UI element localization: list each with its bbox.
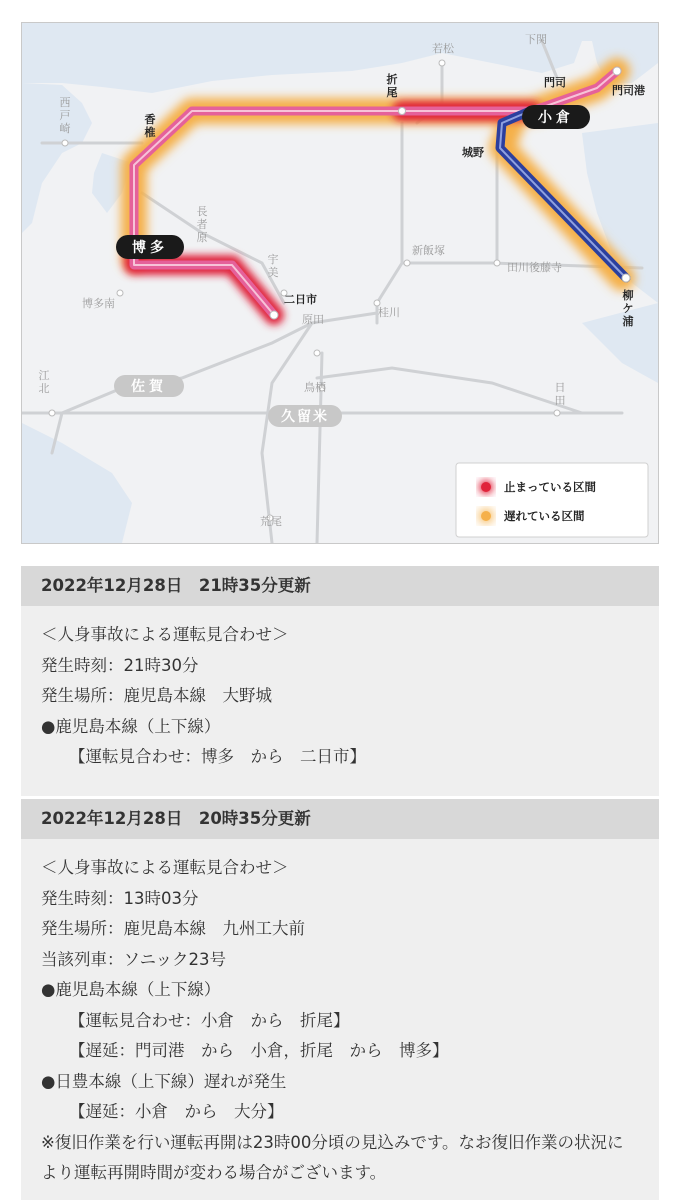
station-char: 椎 (144, 126, 156, 139)
station-haruda: 原田 (302, 313, 324, 326)
station-arao: 荒尾 (260, 515, 282, 528)
map-legend (456, 463, 648, 537)
notice-body (21, 606, 659, 773)
notice-line: ※復旧作業を行い運転再開は23時00分頃の見込みです。なお復旧作業の状況により運転再開時間が変わる場合がございます。 (41, 1132, 624, 1182)
notice-line: 発生場所：鹿児島本線 九州工大前 (41, 919, 305, 938)
station-hita (555, 381, 566, 407)
notice-line: 発生時刻：21時30分 (41, 655, 199, 675)
notice-header: 2022年12月28日 21時35分更新 (21, 566, 659, 606)
notice-line: 発生場所：鹿児島本線 大野城 (41, 686, 272, 705)
station-char: 西 (59, 96, 71, 109)
station-char: 柳 (622, 289, 634, 302)
station-tagawagotoji: 田川後藤寺 (507, 261, 562, 274)
legend-stopped: 止まっている区間 (504, 480, 596, 494)
notice-line: ●日豊本線（上下線）遅れが発生 (41, 1071, 287, 1091)
station-char: ケ (622, 302, 634, 315)
notice-line: 発生時刻：13時03分 (41, 888, 199, 908)
station-hakata: 博多 (132, 240, 168, 256)
station-char: 日 (554, 381, 566, 394)
notice-card (21, 566, 659, 796)
station-keisen: 桂川 (378, 306, 400, 319)
notice-line: 【遅延：小倉 から 大分】 (69, 1102, 284, 1121)
station-orio (386, 72, 398, 99)
notice-line: ●鹿児島本線（上下線） (41, 980, 221, 999)
station-char: 宇 (267, 253, 279, 266)
station-saga: 佐賀 (131, 379, 167, 395)
station-char: 田 (554, 394, 566, 407)
station-yanagigaura (623, 288, 634, 328)
station-char: 長 (196, 205, 208, 218)
station-char: 尾 (386, 86, 398, 99)
route-map-svg (22, 23, 658, 543)
station-shiniizuka: 新飯塚 (412, 244, 445, 257)
station-hakataminami: 博多南 (82, 297, 115, 310)
route-map (21, 22, 659, 544)
station-tosu: 鳥栖 (304, 381, 326, 394)
station-char: 江 (38, 369, 50, 382)
station-char: 原 (196, 231, 208, 244)
station-char: 崎 (59, 122, 71, 135)
stopped-glow (134, 111, 532, 315)
station-char: 者 (196, 218, 208, 231)
notice-line: 当該列車：ソニック23号 (41, 949, 227, 969)
station-jono: 城野 (462, 146, 484, 159)
notice-line: 【運転見合わせ：博多 から 二日市】 (69, 747, 366, 766)
notice-line: 【遅延：門司港 から 小倉，折尾 から 博多】 (69, 1041, 449, 1060)
notice-header: 2022年12月28日 20時35分更新 (21, 799, 659, 839)
station-char: 浦 (622, 315, 634, 328)
notice-line: ＜人身事故による運転見合わせ＞ (41, 858, 289, 877)
station-char: 美 (267, 266, 279, 279)
station-wakamatsu: 若松 (432, 42, 454, 55)
station-futsukaichi: 二日市 (284, 293, 317, 306)
station-kokura: 小倉 (538, 110, 574, 126)
station-kurume: 久留米 (281, 409, 329, 425)
station-umi (268, 253, 279, 279)
notice-line: ＜人身事故による運転見合わせ＞ (41, 625, 289, 644)
saga-badge (114, 375, 184, 397)
notice-card (21, 799, 659, 1200)
station-kashii (145, 112, 156, 139)
station-char: 北 (38, 382, 50, 395)
station-nagasaharu (197, 205, 208, 244)
kurume-badge (268, 405, 342, 427)
station-nishitozaki (60, 96, 71, 135)
notice-line: ●鹿児島本線（上下線） (41, 716, 221, 736)
legend-delayed: 遅れている区間 (504, 509, 585, 523)
station-char: 香 (144, 113, 156, 126)
hakata-badge (116, 235, 184, 259)
station-mojiko: 門司港 (612, 84, 645, 97)
notice-body (21, 839, 659, 1189)
station-shimonoseki: 下関 (525, 33, 547, 46)
station-char: 折 (386, 73, 398, 86)
station-koutoku (39, 369, 50, 395)
notice-line: 【運転見合わせ：小倉 から 折尾】 (69, 1010, 350, 1030)
station-char: 戸 (59, 109, 71, 122)
kokura-badge (522, 105, 590, 129)
station-dots (49, 60, 630, 521)
station-moji: 門司 (544, 76, 566, 89)
